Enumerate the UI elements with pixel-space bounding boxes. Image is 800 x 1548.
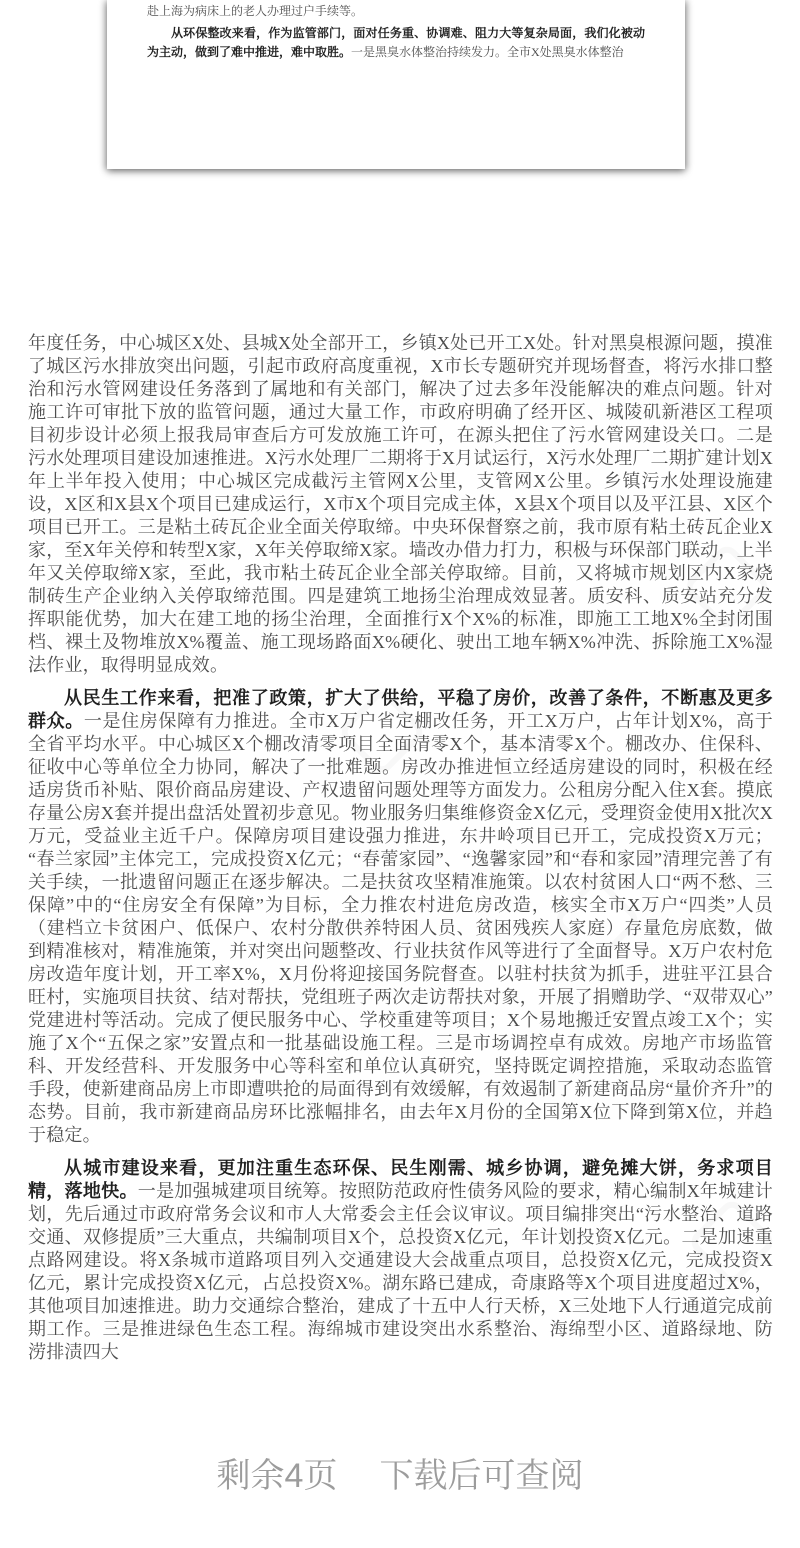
paragraph-urban-construction (28, 1157, 773, 1364)
paragraph-livelihood (28, 687, 773, 1147)
preview-paragraph (147, 24, 645, 62)
remaining-pages-count: 剩余4页 (216, 1457, 338, 1495)
paragraph-urban-construction-rest: 一是加强城建项目统筹。按照防范政府性债务风险的要求，精心编制X年城建计划，先后通过市政府常务会议和市人大常委会主任会议审议。项目编排突出“污水整治、道路交通、双修提质”三大重点，共编制项目X个，总投资X亿元，年计划投资X亿元。二是加速重点路网建设。将X条城市道路项目列入交通建设大会战重点项目，总投资X亿元，完成投资X亿元，累计完成投资X亿元，占总投资X%。湖东路已建成，奇康路等X个项目进度超过X%，其他项目加速推进。助力交通综合整治，建成了十五中人行天桥，X三处地下人行通道完成前期工作。三是推进绿色生态工程。海绵城市建设突出水系整治、海绵型小区、道路绿地、防涝排渍四大 (28, 1181, 774, 1362)
preview-paragraph-lead: 从环保整改来看，作为监管部门，面对任务重、协调难、阻力大等复杂局面，我们化被动为主动，做到了难中推进，难中取胜。 (147, 26, 645, 59)
paragraph-livelihood-rest: 一是住房保障有力推进。全市X万户省定棚改任务，开工X万户，占年计划X%，高于全省平均水平。中心城区X个棚改清零项目全面清零X个，基本清零X个。棚改办、住保科、征收中心等单位全力协同，解决了一批难题。房改办推进恒立经适房建设的同时，积极在经适房货币补贴、限价商品房建设、产权遗留问题处理等方面发力。公租房分配入住X套。摸底存量公房X套并提出盘活处置初步意见。物业服务归集维修资金X亿元，受理资金使用X批次X万元，受益业主近千户。保障房项目建设强力推进，东井岭项目已开工，完成投资X万元；“春兰家园”主体完工，完成投资X亿元；“春蕾家园”、“逸馨家园”和“春和家园”清理完善了有关手续，一批遗留问题正在逐步解决。二是扶贫攻坚精准施策。以农村贫困人口“两不愁、三保障”中的“住房安全有保障”为目标，全力推农村进危房改造，核实全市X万户“四类”人员（建档立卡贫困户、低保户、农村分散供养特困人员、贫困残疾人家庭）存量危房底数，做到精准核对，精准施策，并对突出问题整改、行业扶贫作风等进行了全面督导。X万户农村危房改造年度计划，开工率X%，X月份将迎接国务院督查。以驻村扶贫为抓手，进驻平江县合旺村，实施项目扶贫、结对帮扶，党组班子两次走访帮扶对象，开展了捐赠助学、“双带双心”党建进村等活动。完成了便民服务中心、学校重建等项目；X个易地搬迁安置点竣工X个；实施了X个“五保之家”安置点和一批基础设施工程。三是市场调控卓有成效。房地产市场监管科、开发经营科、开发服务中心等科室和单位认真研究，坚持既定调控措施，采取动态监管手段，使新建商品房上市即遭哄抢的局面得到有效缓解，有效遏制了新建商品房“量价齐升”的态势。目前，我市新建商品房环比涨幅排名，由去年X月份的全国第X位下降到第X位，并趋于稳定。 (28, 711, 773, 1145)
paragraph-urban-construction-lead: 从城市建设来看，更加注重生态环保、民生刚需、城乡协调，避免摊大饼，务求项目精，落地快。 (28, 1158, 773, 1201)
document-body (28, 332, 773, 1374)
document-page-preview (107, 0, 685, 169)
paragraph-livelihood-lead: 从民生工作来看，把准了政策，扩大了供给，平稳了房价，改善了条件，不断惠及更多群众。 (28, 688, 773, 731)
preview-tail-line: 赴上海为病床上的老人办理过户手续等。 (147, 4, 364, 18)
download-to-view-hint: 下载后可查阅 (379, 1457, 584, 1495)
remaining-pages-hint (0, 1448, 800, 1497)
paragraph-environment-continued: 年度任务，中心城区X处、县城X处全部开工，乡镇X处已开工X处。针对黑臭根源问题，摸准了城区污水排放突出问题，引起市政府高度重视，X市长专题研究并现场督查，将污水排口整治和污水管网建设任务落到了属地和有关部门，解决了过去多年没能解决的难点问题。针对施工许可审批下放的监管问题，通过大量工作，市政府明确了经开区、城陵矶新港区工程项目初步设计必须上报我局审查后方可发放施工许可，在源头把住了污水管网建设关口。二是污水处理项目建设加速推进。X污水处理厂二期将于X月试运行，X污水处理厂二期扩建计划X年上半年投入使用；中心城区完成截污主管网X公里，支管网X公里。乡镇污水处理设施建设，X区和X县X个项目已建成运行，X市X个项目完成主体，X县X个项目以及平江县、X区个项目已开工。三是粘土砖瓦企业全面关停取缔。中央环保督察之前，我市原有粘土砖瓦企业X家，至X年关停和转型X家，X年关停取缔X家。墙改办借力打力，积极与环保部门联动，上半年又关停取缔X家，至此，我市粘土砖瓦企业全部关停取缔。目前，又将城市规划区内X家烧制砖生产企业纳入关停取缔范围。四是建筑工地扬尘治理成效显著。质安科、质安站充分发挥职能优势，加大在建工地的扬尘治理，全面推行X个X%的标准，即施工工地X%全封闭围档、裸土及物堆放X%覆盖、施工现场路面X%硬化、驶出工地车辆X%冲洗、拆除施工X%湿法作业，取得明显成效。 (28, 333, 773, 675)
preview-paragraph-rest: 一是黑臭水体整治持续发力。全市X处黑臭水体整治 (351, 45, 624, 59)
